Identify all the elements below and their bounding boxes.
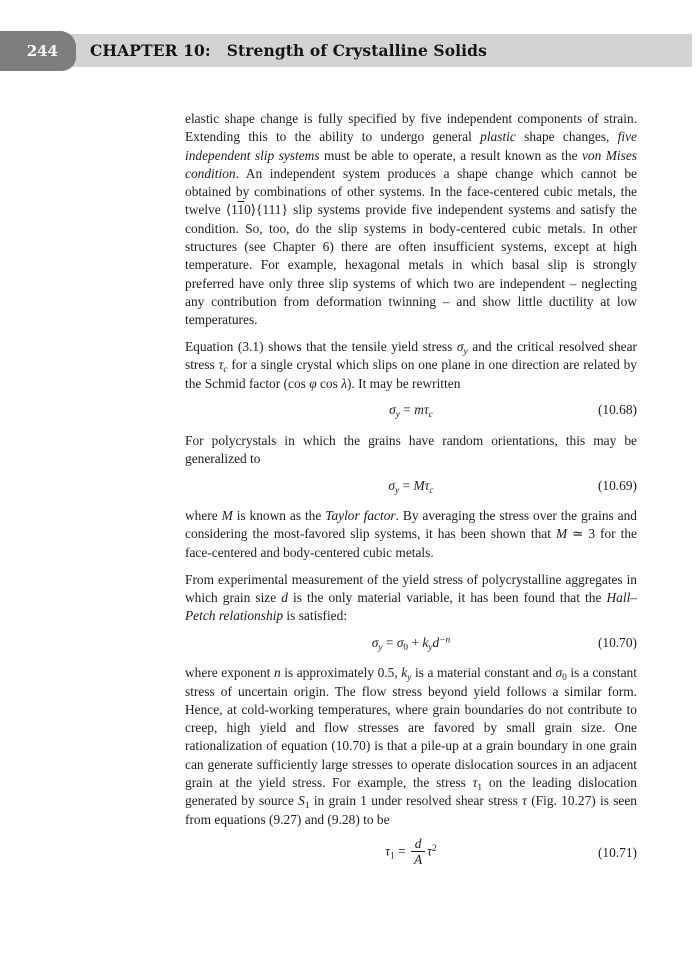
paragraph: where exponent n is approximately 0.5, $k_y$ is a material constant and $\sigma_0$ is a constant stress of uncertain origin. The flow stress beyond yield follows a similar form. Hence, at cold-working temperatures, where grain boundaries do not contribute to creep, high yield and flow stresses are favored by small grain size. One rationalization of equation (10.70) is that a pile-up at a grain boundary in one grain can generate sufficiently large stresses to operate dislocation sources in an adjacent grain at the yield stress. For example, the stress $\tau_1$ on the leading dislocation generated by source $S_1$ in grain 1 under resolved shear stress τ (Fig. 10.27) is seen from equations (9.27) and (9.28) to be bbox=[185, 665, 637, 827]
paragraph: For polycrystals in which the grains have random orientations, this may be generalized to bbox=[185, 432, 637, 467]
equation-label: (10.71) bbox=[597, 844, 637, 860]
paragraph: Equation (3.1) shows that the tensile yield stress $\sigma_y$ and the critical resolved shear stress $\tau_c$ for a single crystal which slips on one plane in one direction are related by the Schmid factor (cos φ cos λ). It may be rewritten bbox=[185, 339, 637, 391]
running-head bbox=[90, 34, 487, 67]
chapter-label: CHAPTER 10: bbox=[90, 41, 211, 60]
paragraph: From experimental measurement of the yield stress of polycrystalline aggregates in which grain size d is the only material variable, it has been found that the Hall–Petch relationship is satisfied: bbox=[185, 571, 637, 624]
equation: $\sigma_y = M\tau_c$ bbox=[388, 477, 434, 496]
page-body bbox=[185, 110, 637, 880]
equation-label: (10.68) bbox=[597, 402, 637, 418]
equation-label: (10.69) bbox=[597, 477, 637, 493]
equation-label: (10.70) bbox=[597, 634, 637, 650]
chapter-header-bar bbox=[0, 34, 692, 67]
equation-row bbox=[185, 401, 637, 419]
equation-row bbox=[185, 477, 637, 495]
page-number: 244 bbox=[26, 42, 58, 60]
chapter-title: Strength of Crystalline Solids bbox=[226, 41, 487, 60]
paragraph: where M is known as the Taylor factor. By averaging the stress over the grains and considering the most-favored slip systems, it has been shown that M ≃ 3 for the face-centered and body-centered cubic metals. bbox=[185, 508, 637, 560]
equation: $\sigma_y = m\tau_c$ bbox=[389, 402, 433, 421]
equation: $\tau_1$ = $\frac{d}{A}$ $\tau^2$ bbox=[385, 836, 437, 868]
paragraph: elastic shape change is fully specified by five independent components of strain. Extending this to the ability to undergo general plastic shape changes, five independent slip systems must be able to operate, a result known as the von Mises condition. An independent system produces a shape change which cannot be obtained by combinations of other systems. In the face-centered cubic metals, the twelve ⟨110⟩{111} slip systems provide five independent systems and satisfy the condition. So, too, do the slip systems in body-centered cubic metals. In other structures (see Chapter 6) there are often insufficient systems, except at high temperature. For example, hexagonal metals in which basal slip is strongly preferred have only three slip systems of which two are independent – neglecting any contribution from deformation twinning – and show little ductility at low temperatures. bbox=[185, 111, 637, 328]
equation: $\sigma_y = \sigma_0 + k_yd^{-n}$ bbox=[371, 634, 451, 653]
equation-row bbox=[185, 634, 637, 652]
page-number-tab bbox=[0, 31, 76, 71]
fraction: $\frac{d}{A}$ bbox=[411, 836, 425, 867]
equation-row bbox=[185, 837, 637, 868]
